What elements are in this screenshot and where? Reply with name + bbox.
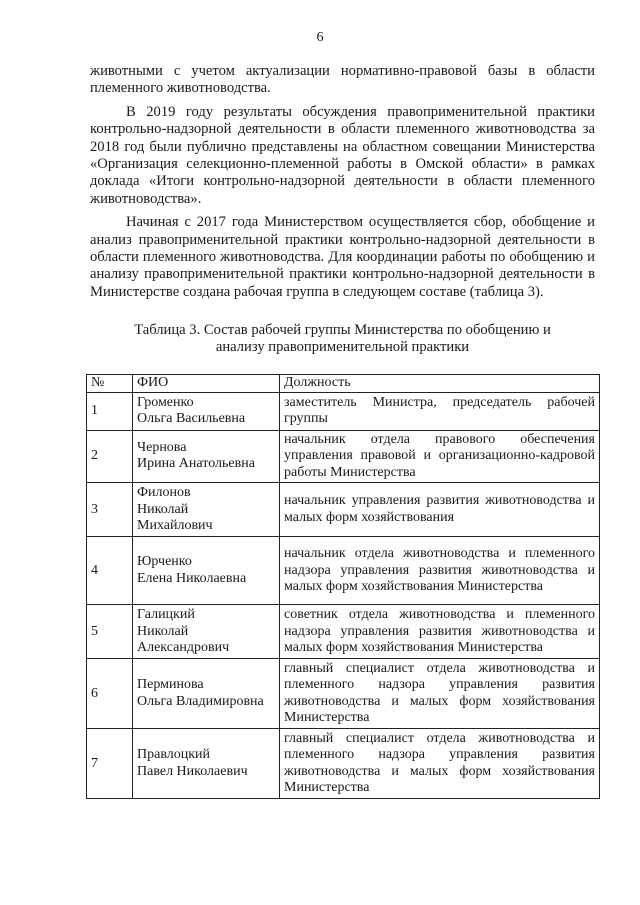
- row-name: [133, 483, 280, 537]
- row-num: 3: [87, 483, 133, 537]
- table-row: [87, 729, 600, 799]
- name-line: Филонов: [137, 484, 191, 500]
- row-position: советник отдела животноводства и племенного надзора управления развития животноводства и малых форм хозяйствования Министерства: [280, 605, 600, 659]
- working-group-table: [86, 374, 600, 799]
- row-num: 6: [87, 659, 133, 729]
- name-line: Перминова: [137, 677, 204, 693]
- table-caption-line-1: Таблица 3. Состав рабочей группы Министерства по обобщению и: [134, 322, 551, 338]
- table-row: [87, 537, 600, 605]
- row-name: [133, 729, 280, 799]
- row-position: начальник отдела животноводства и племенного надзора управления развития животноводства и малых форм хозяйствования Министерства: [280, 537, 600, 605]
- row-position: главный специалист отдела животноводства и племенного надзора управления развития животноводства и малых форм хозяйствования Министерства: [280, 729, 600, 799]
- name-line: Михайлович: [137, 518, 213, 534]
- name-line: Чернова: [137, 439, 187, 455]
- name-line: Елена Николаевна: [137, 570, 247, 586]
- name-line: Николай: [137, 501, 189, 517]
- paragraph-continuation: животными с учетом актуализации нормативно-правовой базы в области племенного животноводства.: [90, 63, 595, 97]
- header-num: №: [87, 375, 133, 393]
- body-text: [90, 63, 595, 307]
- row-name: [133, 392, 280, 430]
- row-position: начальник управления развития животноводства и малых форм хозяйствования: [280, 483, 600, 537]
- row-num: 2: [87, 430, 133, 483]
- table-header-row: [87, 375, 600, 393]
- name-line: Ольга Васильевна: [137, 411, 246, 427]
- header-name: ФИО: [133, 375, 280, 393]
- name-line: Александрович: [137, 640, 230, 656]
- paragraph-working-group: Начиная с 2017 года Министерством осуществляется сбор, обобщение и анализ правоприменительной практики контрольно-надзорной деятельности в области племенного животноводства. Для координации работы по обобщению и анализу правоприменительной практики контрольно-надзорной деятельности в Министерстве создана рабочая группа в следующем составе (таблица 3).: [90, 214, 595, 300]
- row-num: 4: [87, 537, 133, 605]
- table-row: [87, 483, 600, 537]
- name-line: Юрченко: [137, 554, 192, 570]
- table-row: [87, 659, 600, 729]
- table-caption: [90, 322, 595, 357]
- name-line: Галицкий: [137, 606, 195, 622]
- row-num: 5: [87, 605, 133, 659]
- name-line: Павел Николаевич: [137, 763, 248, 779]
- paragraph-2019-results: В 2019 году результаты обсуждения правоприменительной практики контрольно-надзорной деятельности в области племенного животноводства за 2018 год были публично представлены на областном совещании Министерства «Организация селекционно-племенной работы в Омской области» в рамках доклада «Итоги контрольно-надзорной деятельности в области племенного животноводства».: [90, 103, 595, 207]
- table-row: [87, 430, 600, 483]
- row-position: заместитель Министра, председатель рабочей группы: [280, 392, 600, 430]
- table-row: [87, 392, 600, 430]
- page-number: 6: [316, 30, 324, 45]
- name-line: Правлоцкий: [137, 747, 211, 763]
- header-position: Должность: [280, 375, 600, 393]
- row-name: [133, 537, 280, 605]
- row-name: [133, 430, 280, 483]
- row-position: главный специалист отдела животноводства и племенного надзора управления развития животноводства и малых форм хозяйствования Министерства: [280, 659, 600, 729]
- name-line: Ирина Анатольевна: [137, 456, 255, 472]
- row-position: начальник отдела правового обеспечения управления правовой и организационно-кадровой работы Министерства: [280, 430, 600, 483]
- table-caption-line-2: анализу правоприменительной практики: [215, 339, 470, 356]
- row-num: 7: [87, 729, 133, 799]
- name-line: Громенко: [137, 394, 194, 410]
- name-line: Ольга Владимировна: [137, 693, 264, 709]
- row-name: [133, 659, 280, 729]
- name-line: Николай: [137, 623, 189, 639]
- table-row: [87, 605, 600, 659]
- row-num: 1: [87, 392, 133, 430]
- row-name: [133, 605, 280, 659]
